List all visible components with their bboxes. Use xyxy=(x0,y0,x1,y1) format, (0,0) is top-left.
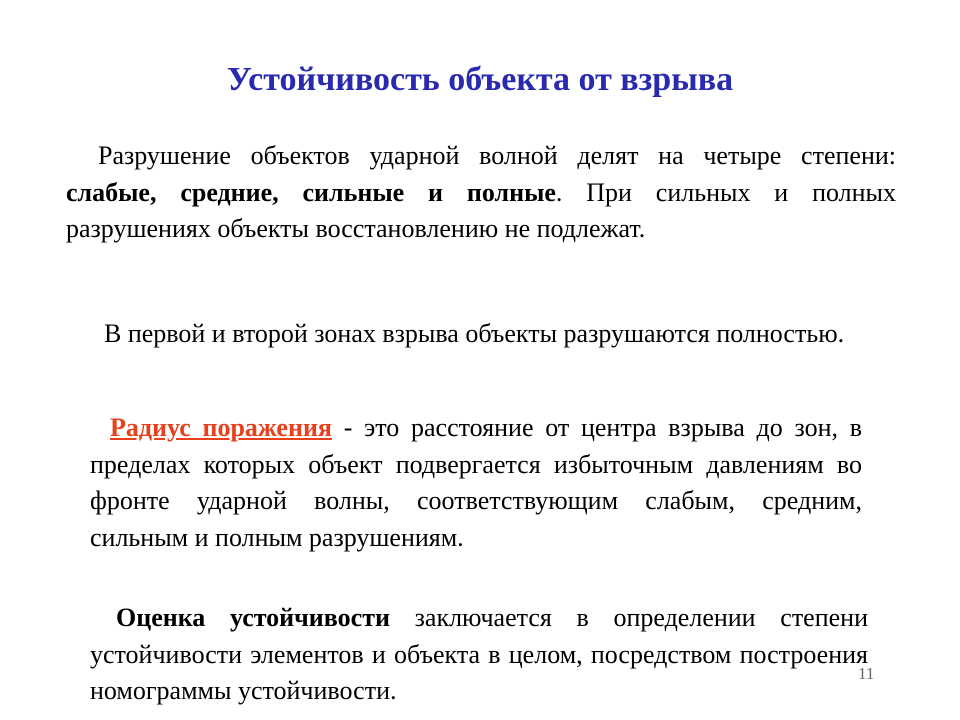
paragraph4-definition: заключается в определении степени устойчивости элементов и объекта в целом, посредством построения номограммы устойчивости. xyxy=(90,603,869,705)
paragraph3-definition: - это расстояние от центра взрыва до зон, в пределах которых объект подвергается избыточным давлениям во фронте ударной волны, соответствующим слабым, средним, сильным и полным разрушениям. xyxy=(90,413,862,552)
paragraph2-text: В первой и второй зонах взрыва объекты разрушаются полностью. xyxy=(104,319,845,348)
page-number: 11 xyxy=(858,664,875,683)
paragraph1-lead: Разрушение объектов ударной волной делят на четыре степени: xyxy=(98,141,896,170)
slide-title: Устойчивость объекта от взрыва xyxy=(226,61,734,98)
term-stability-assessment: Оценка устойчивости xyxy=(116,603,390,632)
paragraph1-tail: . При сильных и полных разрушениях объекты восстановлению не подлежат. xyxy=(66,177,896,243)
paragraph-destruction-degrees xyxy=(66,138,896,248)
paragraph-stability-assessment xyxy=(90,600,868,710)
term-damage-radius: Радиус поражения xyxy=(110,413,332,442)
paragraph-damage-radius xyxy=(90,410,862,556)
paragraph-explosion-zones xyxy=(80,316,872,353)
paragraph1-degrees: слабые, средние, сильные и полные xyxy=(66,177,556,207)
